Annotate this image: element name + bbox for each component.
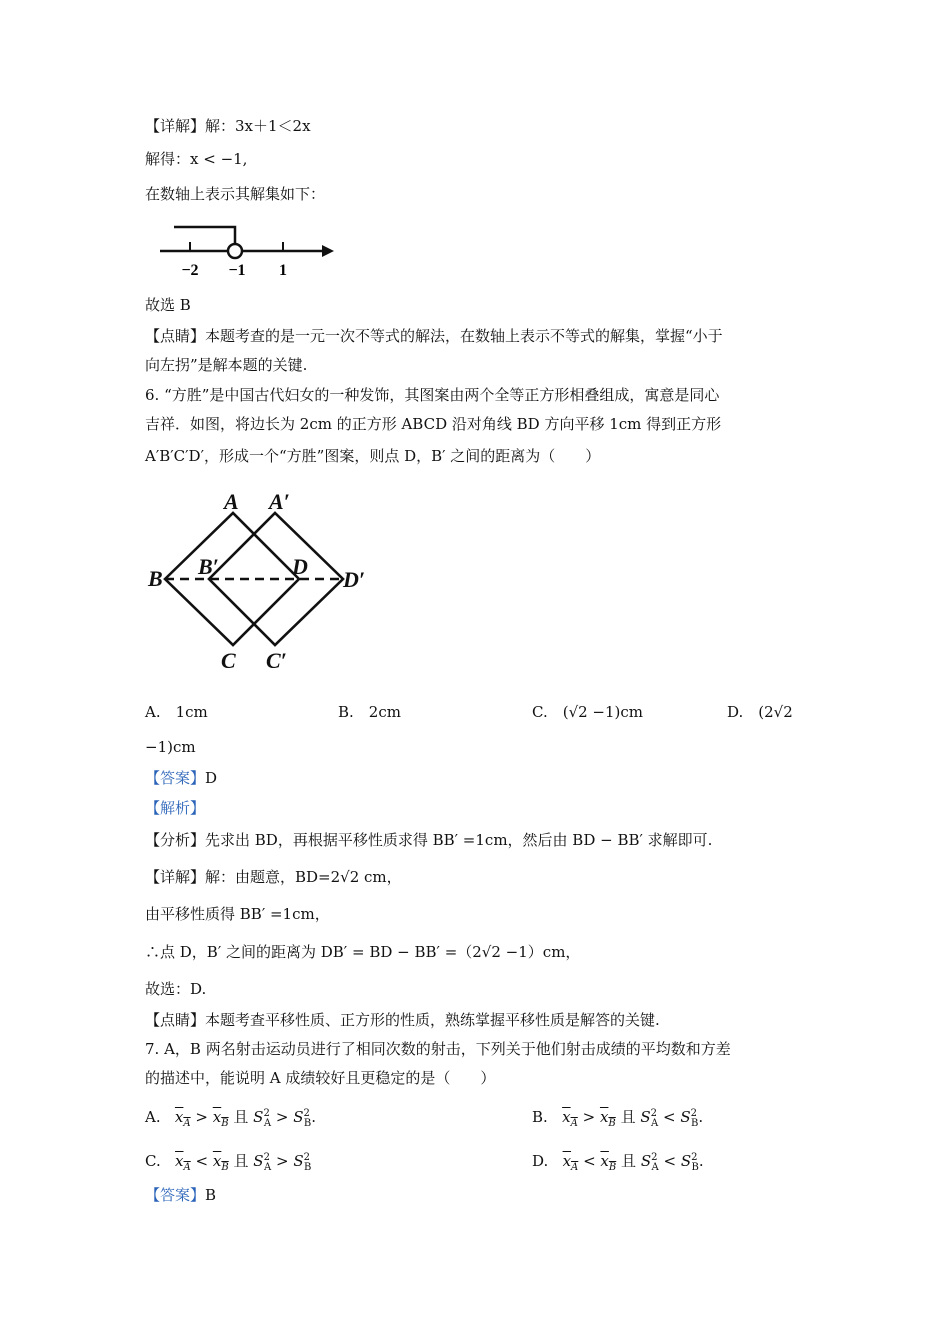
q7-option-a: A. $x_A > x_B$ 且 $S^2_A > S^2_B$. bbox=[145, 1108, 316, 1129]
q6-option-b: B. 2cm bbox=[338, 703, 401, 721]
answer-value: D bbox=[205, 769, 218, 787]
label-C: C bbox=[221, 648, 236, 673]
q7-stem-1: 7. A，B 两名射击运动员进行了相同次数的射击，下列关于他们射击成绩的平均数和方差 bbox=[145, 1040, 731, 1058]
q7-option-d: D. $x_A < x_B$ 且 $S^2_A < S^2_B$. bbox=[532, 1152, 704, 1173]
answer-value: B bbox=[205, 1186, 217, 1204]
q6-comment: 【点睛】本题考查平移性质、正方形的性质，熟练掌握平移性质是解答的关键. bbox=[145, 1011, 660, 1029]
q5-solve-line: 解得：x < −1, bbox=[145, 150, 248, 168]
q6-analysis-tag: 【解析】 bbox=[145, 799, 206, 817]
q6-option-a: A. 1cm bbox=[145, 703, 208, 721]
q7-option-b: B. $x_A > x_B$ 且 $S^2_A < S^2_B$. bbox=[532, 1108, 704, 1129]
q6-option-c: C. (√2 −1)cm bbox=[532, 703, 644, 721]
q7-option-c: C. $x_A < x_B$ 且 $S^2_A > S^2_B$ bbox=[145, 1152, 312, 1173]
axis-label-1: 1 bbox=[279, 262, 287, 279]
answer-tag: 【答案】 bbox=[145, 769, 206, 787]
q5-axis-intro: 在数轴上表示其解集如下： bbox=[145, 185, 326, 203]
q6-detail-2: 由平移性质得 BB′ =1cm， bbox=[145, 905, 330, 923]
label-D-prime: D′ bbox=[343, 567, 366, 592]
q7-stem-2: 的描述中，能说明 A 成绩较好且更稳定的是（ ） bbox=[145, 1069, 496, 1087]
label-B: B bbox=[148, 566, 163, 591]
label-C-prime: C′ bbox=[266, 648, 287, 673]
label-A-prime: A′ bbox=[269, 489, 290, 514]
axis-label-neg2: −2 bbox=[181, 262, 199, 279]
q5-comment-1: 【点睛】本题考查的是一元一次不等式的解法，在数轴上表示不等式的解集，掌握“小于 bbox=[145, 327, 723, 345]
fangsheng-figure bbox=[145, 485, 385, 675]
q5-choose: 故选 B bbox=[145, 296, 191, 314]
number-line-figure bbox=[150, 218, 340, 282]
q6-option-d: D. (2√2 bbox=[727, 703, 793, 721]
axis-label-neg1: −1 bbox=[228, 262, 246, 279]
q6-stem-2: 吉祥．如图，将边长为 2cm 的正方形 ABCD 沿对角线 BD 方向平移 1cm 得到正方形 bbox=[145, 415, 722, 433]
answer-tag: 【答案】 bbox=[145, 1186, 206, 1204]
q6-choose: 故选：D. bbox=[145, 980, 207, 998]
label-D: D bbox=[292, 554, 308, 579]
q7-answer bbox=[145, 1185, 216, 1205]
q6-stem-3: A′B′C′D′，形成一个“方胜”图案，则点 D，B′ 之间的距离为（ ） bbox=[145, 447, 601, 465]
q6-detail-1: 【详解】解：由题意，BD=2√2 cm， bbox=[145, 868, 402, 886]
q5-comment-2: 向左拐”是解本题的关键. bbox=[145, 356, 308, 374]
label-A: A bbox=[224, 489, 239, 514]
q6-detail-3: ∴点 D，B′ 之间的距离为 DB′ = BD − BB′ =（2√2 −1）cm， bbox=[145, 943, 581, 961]
label-B-prime: B′ bbox=[198, 554, 219, 579]
q6-answer bbox=[145, 768, 217, 788]
q5-detail-line: 【详解】解：3x＋1＜2x bbox=[145, 117, 311, 135]
q6-option-d-cont: −1)cm bbox=[145, 738, 196, 756]
q6-analysis: 【分析】先求出 BD，再根据平移性质求得 BB′ =1cm，然后由 BD − BB′ 求解即可. bbox=[145, 831, 713, 849]
q6-stem-1: 6. “方胜”是中国古代妇女的一种发饰，其图案由两个全等正方形相叠组成，寓意是同心 bbox=[145, 386, 720, 404]
